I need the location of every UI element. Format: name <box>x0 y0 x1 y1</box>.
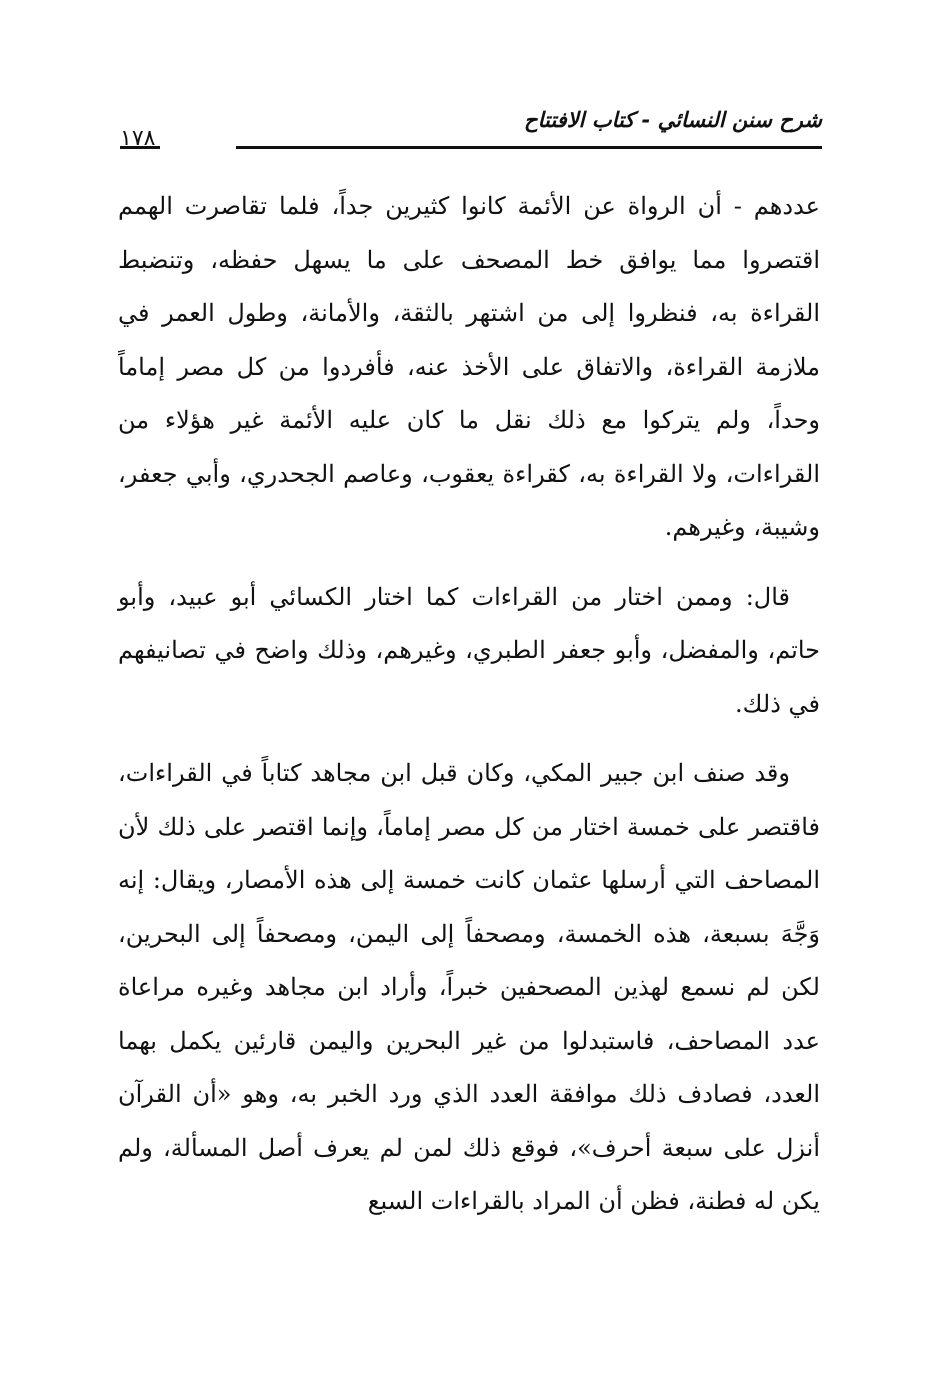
page-body <box>118 180 820 1229</box>
paragraph-continued: عددهم - أن الرواة عن الأئمة كانوا كثيرين جداً، فلما تقاصرت الهمم اقتصروا مما يوافق خط المصحف على ما يسهل حفظه، وتنضبط القراءة به، فنظروا إلى من اشتهر بالثقة، والأمانة، وطول العمر في ملازمة القراءة، والاتفاق على الأخذ عنه، فأفردوا من كل مصر إماماً وحداً، ولم يتركوا مع ذلك نقل ما كان عليه الأئمة غير هؤلاء من القراءات، ولا القراءة به، كقراءة يعقوب، وعاصم الجحدري، وأبي جعفر، وشيبة، وغيرهم. <box>118 192 820 541</box>
paragraph-qal: قال: وممن اختار من القراءات كما اختار الكسائي أبو عبيد، وأبو حاتم، والمفضل، وأبو جعفر الطبري، وغيرهم، وذلك واضح في تصانيفهم في ذلك. <box>118 582 820 718</box>
paragraph-spacer <box>118 555 820 571</box>
header-rule <box>236 146 822 149</box>
page-header <box>120 108 822 156</box>
paragraph-ibn-jubayr: وقد صنف ابن جبير المكي، وكان قبل ابن مجاهد كتاباً في القراءات، فاقتصر على خمسة اختار من كل مصر إماماً، وإنما اقتصر على ذلك لأن المصاحف التي أرسلها عثمان كانت خمسة إلى هذه الأمصار، ويقال: إنه وَجَّهَ بسبعة، هذه الخمسة، ومصحفاً إلى اليمن، ومصحفاً إلى البحرين، لكن لم نسمع لهذين المصحفين خبراً، وأراد ابن مجاهد وغيره مراعاة عدد المصاحف، فاستبدلوا من غير البحرين واليمن قارئين يكمل بهما العدد، فصادف ذلك موافقة العدد الذي ورد الخبر به، وهو «أن القرآن أنزل على سبعة أحرف»، فوقع ذلك لمن لم يعرف أصل المسألة، ولم يكن له فطنة، فظن أن المراد بالقراءات السبع <box>118 759 820 1215</box>
page-number: ١٧٨ <box>120 126 156 151</box>
paragraph-spacer <box>118 731 820 747</box>
running-title: شرح سنن النسائي - كتاب الافتتاح <box>524 108 822 132</box>
